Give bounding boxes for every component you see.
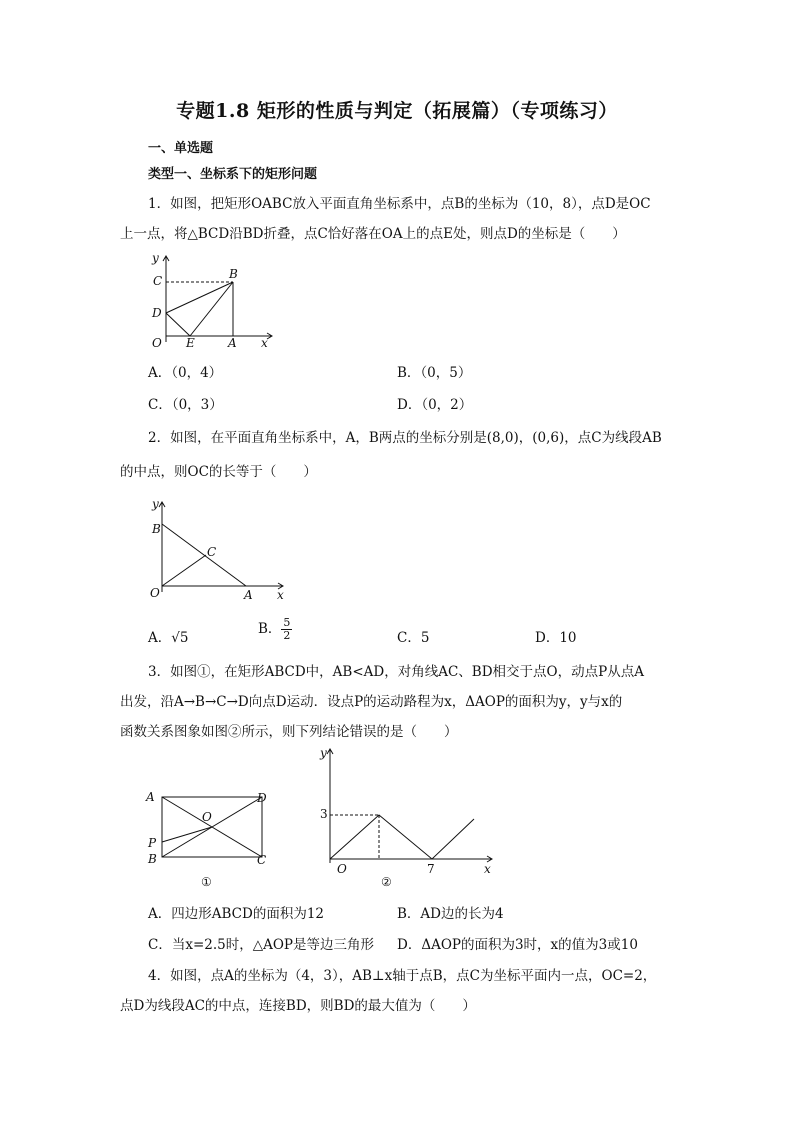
q3-label-p: P (148, 836, 157, 850)
q1-label-o: O (152, 336, 162, 350)
q3-figure-2 (306, 745, 501, 895)
q1-option-a[interactable]: A．（0，4） (148, 365, 223, 381)
q1-option-b[interactable]: B．（0，5） (397, 365, 472, 381)
q1-line2: 上一点，将△BCD沿BD折叠，点C恰好落在OA上的点E处，则点D的坐标是（ ） (120, 226, 626, 242)
page-title: 专题1.8 矩形的性质与判定（拓展篇）（专项练习） (176, 100, 618, 122)
q2-option-a-prefix: A． (148, 630, 172, 646)
q3-option-d[interactable]: D．ΔAOP的面积为3时，x的值为3或10 (397, 937, 638, 953)
q3-line1: 3．如图①，在矩形ABCD中，AB<AD，对角线AC、BD相交于点O，动点P从点A (148, 664, 644, 680)
q1-de (166, 313, 190, 336)
q3-label-b: B (148, 852, 157, 866)
q3-caption-1: ① (201, 875, 212, 889)
q3-line2: 出发，沿A→B→C→D向点D运动．设点P的运动路程为x，ΔAOP的面积为y，y与x的 (120, 694, 623, 710)
q1-figure (140, 250, 280, 350)
q3-option-b[interactable]: B．AD边的长为4 (397, 906, 504, 922)
q3-graph-label-7: 7 (427, 862, 435, 876)
q2-option-b[interactable] (258, 617, 292, 642)
q3-caption-2: ② (381, 875, 392, 889)
q2-option-c[interactable]: C．5 (397, 630, 430, 646)
q3-option-c[interactable]: C．当x=2.5时，△AOP是等边三角形 (148, 937, 375, 953)
q2-label-a: A (244, 588, 253, 602)
q1-label-x: x (261, 336, 268, 350)
q1-label-b: B (229, 267, 238, 281)
q4-line1: 4．如图，点A的坐标为（4，3），AB⊥x轴于点B，点C为坐标平面内一点，OC=2， (148, 968, 657, 984)
q2-label-b: B (152, 522, 161, 536)
q1-label-y: y (152, 251, 159, 265)
q3-line3: 函数关系图象如图②所示，则下列结论错误的是（ ） (120, 724, 458, 740)
q2-label-o: O (150, 586, 160, 600)
q2-option-d[interactable]: D．10 (535, 630, 577, 646)
q2-label-x: x (277, 588, 284, 602)
q2-figure (140, 494, 290, 606)
q2-segment-oc (162, 555, 206, 586)
q1-label-e: E (186, 336, 195, 350)
q1-db (166, 282, 233, 313)
q3-segment-po (162, 827, 212, 842)
q1-option-c[interactable]: C．（0，3） (148, 397, 223, 413)
q2-label-c: C (207, 545, 217, 559)
q3-figure-1 (140, 784, 280, 894)
q2-line1: 2．如图，在平面直角坐标系中，A，B两点的坐标分别是(8,0)，(0,6)，点C为线段AB (148, 430, 662, 446)
q2-option-b-fraction (281, 617, 292, 642)
q3-graph-label-o: O (337, 862, 347, 876)
q2-option-a[interactable] (148, 626, 188, 646)
q3-graph-line (330, 815, 474, 859)
q1-label-a: A (228, 336, 237, 350)
q3-label-d: D (257, 791, 267, 805)
section-heading: 一、单选题 (148, 141, 214, 156)
q1-eb (190, 282, 233, 336)
q2-label-y: y (152, 497, 159, 511)
q2-option-b-denominator: 2 (283, 629, 291, 642)
q3-label-a: A (146, 790, 155, 804)
q1-line1: 1．如图，把矩形OABC放入平面直角坐标系中，点B的坐标为（10，8），点D是OC (148, 196, 651, 212)
q2-line2: 的中点，则OC的长等于（ ） (120, 464, 317, 480)
q3-graph-label-y: y (320, 746, 327, 760)
q4-line2: 点D为线段AC的中点，连接BD，则BD的最大值为（ ） (120, 998, 476, 1014)
q2-option-b-numerator: 5 (283, 616, 291, 629)
q3-graph-label-3: 3 (320, 807, 328, 821)
q3-option-a[interactable]: A．四边形ABCD的面积为12 (148, 906, 325, 922)
q3-label-c: C (257, 853, 267, 867)
q2-option-a-value: √5 (171, 630, 189, 646)
q3-label-o: O (202, 810, 212, 824)
q2-option-b-prefix: B． (258, 621, 282, 637)
type-heading: 类型一、坐标系下的矩形问题 (148, 167, 318, 182)
q1-label-d: D (152, 306, 162, 320)
q1-label-c: C (153, 274, 163, 288)
q3-graph-label-x: x (484, 862, 491, 876)
q1-option-d[interactable]: D．（0，2） (397, 397, 473, 413)
